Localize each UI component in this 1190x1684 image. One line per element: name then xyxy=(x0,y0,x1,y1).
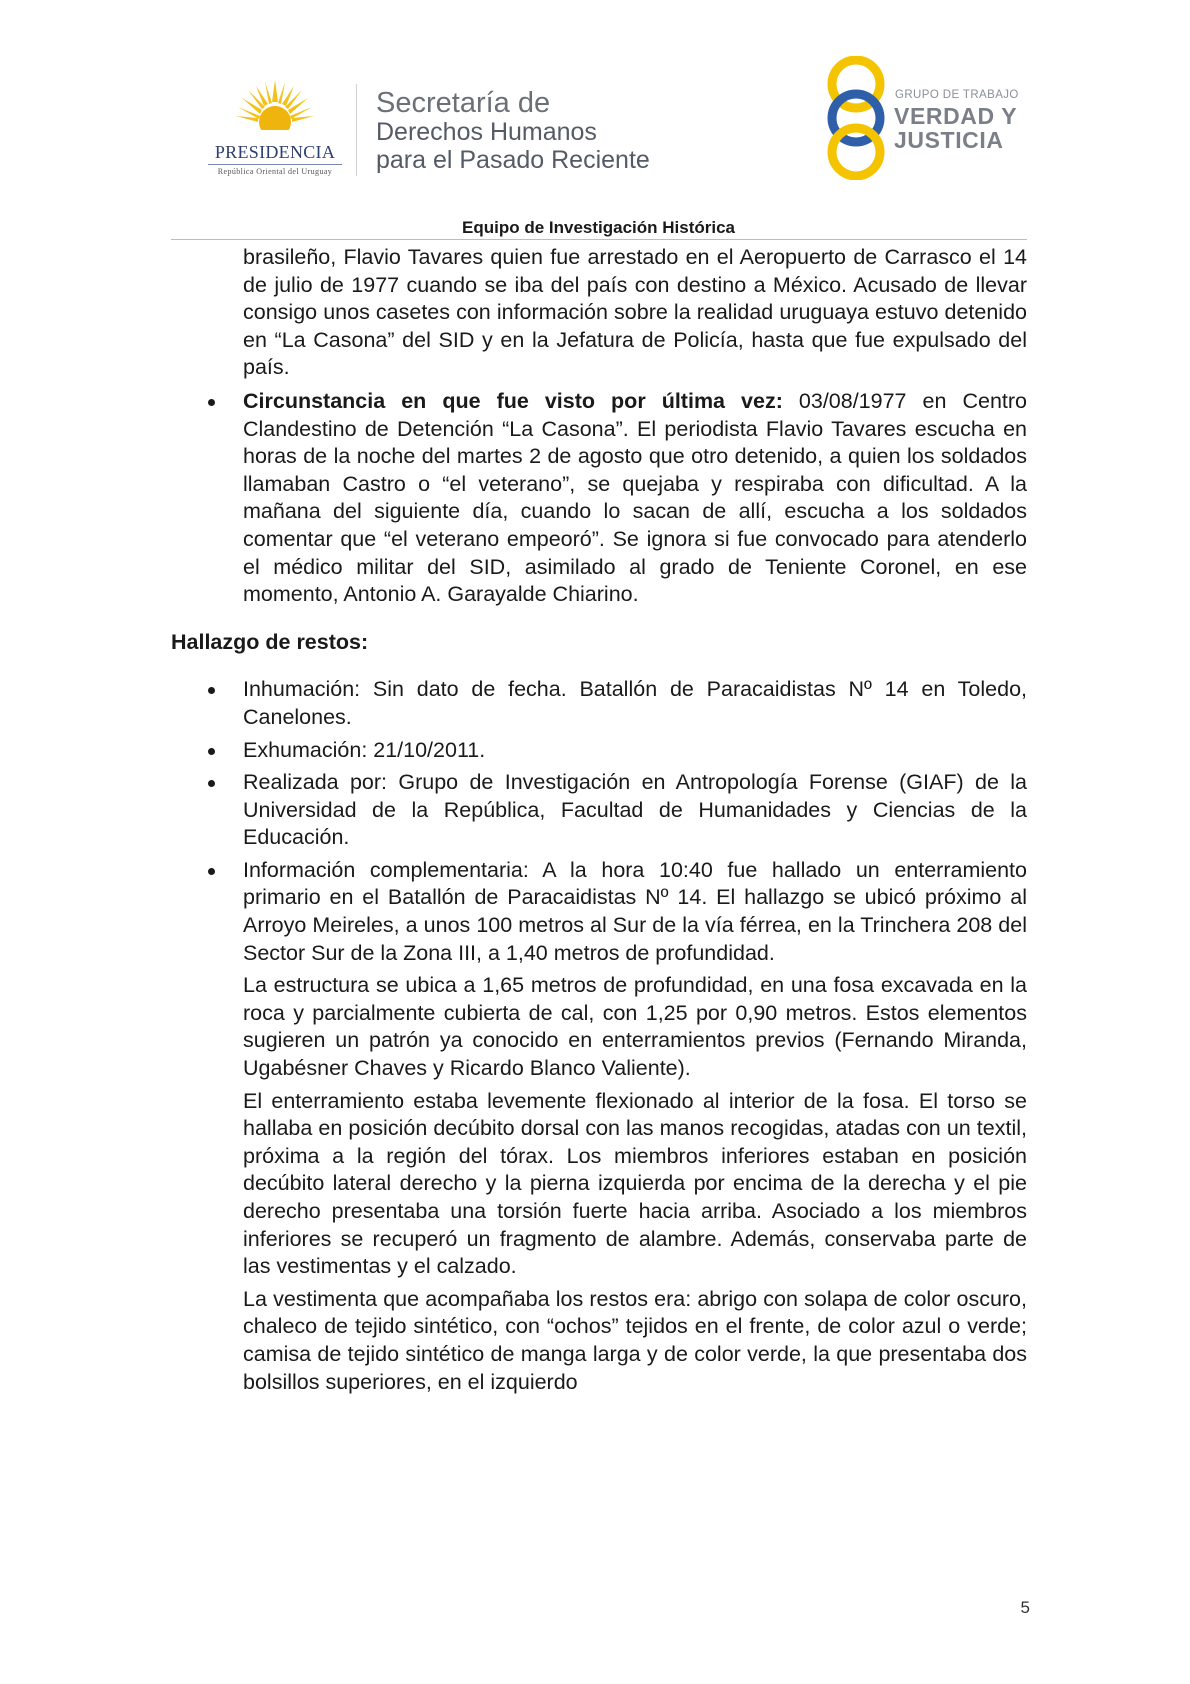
list-item-text: Inhumación: Sin dato de fecha. Batallón de Paracaidistas Nº 14 en Toledo, Canelones. xyxy=(243,677,1027,729)
vyj-justicia-label: JUSTICIA xyxy=(894,127,1004,153)
header-team-title: Equipo de Investigación Histórica xyxy=(462,218,735,237)
presidencia-name: PRESIDENCIA xyxy=(214,142,336,162)
body-paragraph: El enterramiento estaba levemente flexionado al interior de la fosa. El torso se hallaba en posición decúbito dorsal con las manos recogidas, atadas con un textil, próxima a la región del tórax. Los miembros inferiores estaban en posición decúbito lateral derecho y la pierna izquierda por encima de la derecha y el pie derecho presentaba una torsión fuerte hacia arriba. Asociado a los miembros inferiores se recuperó un fragmento de alambre. Además, conservaba parte de las vestimentas y el calzado. xyxy=(243,1088,1027,1279)
bullet-icon xyxy=(208,399,215,406)
body-paragraph: La estructura se ubica a 1,65 metros de profundidad, en una fosa excavada en la roca y parcialmente cubierta de cal, con 1,25 por 0,90 metros. Estos elementos sugieren un patrón ya conocido en enterramientos previos (Fernando Miranda, Ugabésner Chaves y Ricardo Blanco Valiente). xyxy=(243,973,1027,1081)
list-item xyxy=(171,737,1027,765)
presidencia-logo xyxy=(196,80,354,180)
sun-emblem-icon xyxy=(236,80,314,136)
presidencia-subtitle: República Oriental del Uruguay xyxy=(217,167,333,176)
intro-paragraph: brasileño, Flavio Tavares quien fue arrestado en el Aeropuerto de Carrasco el 14 de julio de 1977 cuando se iba del país con destino a México. Acusado de llevar consigo unos casetes con información sobre la realidad uruguaya estuvo detenido en “La Casona” del SID y en la Jefatura de Policía, hasta que fue expulsado del país. xyxy=(243,245,1027,380)
secretaria-line-2: Derechos Humanos xyxy=(376,118,597,146)
secretaria-title xyxy=(376,88,706,174)
list-item-text: Realizada por: Grupo de Investigación en Antropología Forense (GIAF) de la Universidad de la República, Facultad de Humanidades y Ciencias de la Educación. xyxy=(243,770,1027,850)
list-item xyxy=(171,676,1027,731)
secretaria-line-3: para el Pasado Reciente xyxy=(376,146,650,174)
list-item xyxy=(171,769,1027,852)
secretaria-line-1: Secretaría de xyxy=(376,87,551,119)
verdad-justicia-logo xyxy=(822,56,1032,180)
presidencia-divider xyxy=(208,164,342,165)
circunstancia-text: 03/08/1977 en Centro Clandestino de Detención “La Casona”. El periodista Flavio Tavares escucha en horas de la noche del martes 2 de agosto que otro detenido, a quien los soldados llamaban Castro o “el veterano”, se quejaba y respiraba con dificultad. A la mañana del siguiente día, cuando lo sacan de allí, escucha a los soldados comentar que “el veterano empeoró”. Se ignora si fue convocado para atenderlo el médico militar del SID, asimilado al grado de Teniente Coronel, en ese momento, Antonio A. Garayalde Chiarino. xyxy=(243,388,1027,607)
bullet-icon xyxy=(208,748,215,755)
vyj-grupo-label: GRUPO DE TRABAJO xyxy=(895,89,1019,101)
page-number: 5 xyxy=(1020,1598,1030,1617)
bullet-icon xyxy=(208,780,215,787)
vyj-verdad-label: VERDAD Y xyxy=(894,103,1018,129)
rings-emblem-icon xyxy=(822,56,890,180)
header-vertical-divider xyxy=(356,84,357,176)
bullet-icon xyxy=(208,687,215,694)
main-content xyxy=(171,240,1027,1396)
hallazgo-heading: Hallazgo de restos: xyxy=(171,629,369,654)
body-paragraph: La vestimenta que acompañaba los restos era: abrigo con solapa de color oscuro, chaleco de tejido sintético, con “ochos” tejidos en el frente, de color azul o verde; camisa de tejido sintético de manga larga y de color verde, la que presentaba dos bolsillos superiores, en el izquierdo xyxy=(243,1286,1027,1394)
list-item-text: Información complementaria: A la hora 10:40 fue hallado un enterramiento primario en el Batallón de Paracaidistas Nº 14. El hallazgo se ubicó próximo al Arroyo Meireles, a unos 100 metros al Sur de la vía férrea, en la Trinchera 208 del Sector Sur de la Zona III, a 1,40 metros de profundidad. xyxy=(243,857,1027,965)
list-item-text: Exhumación: 21/10/2011. xyxy=(243,737,486,762)
list-item xyxy=(171,857,1027,967)
list-item-circunstancia xyxy=(171,388,1027,609)
bullet-icon xyxy=(208,868,215,875)
circunstancia-label: Circunstancia en que fue visto por última vez: xyxy=(243,388,783,413)
